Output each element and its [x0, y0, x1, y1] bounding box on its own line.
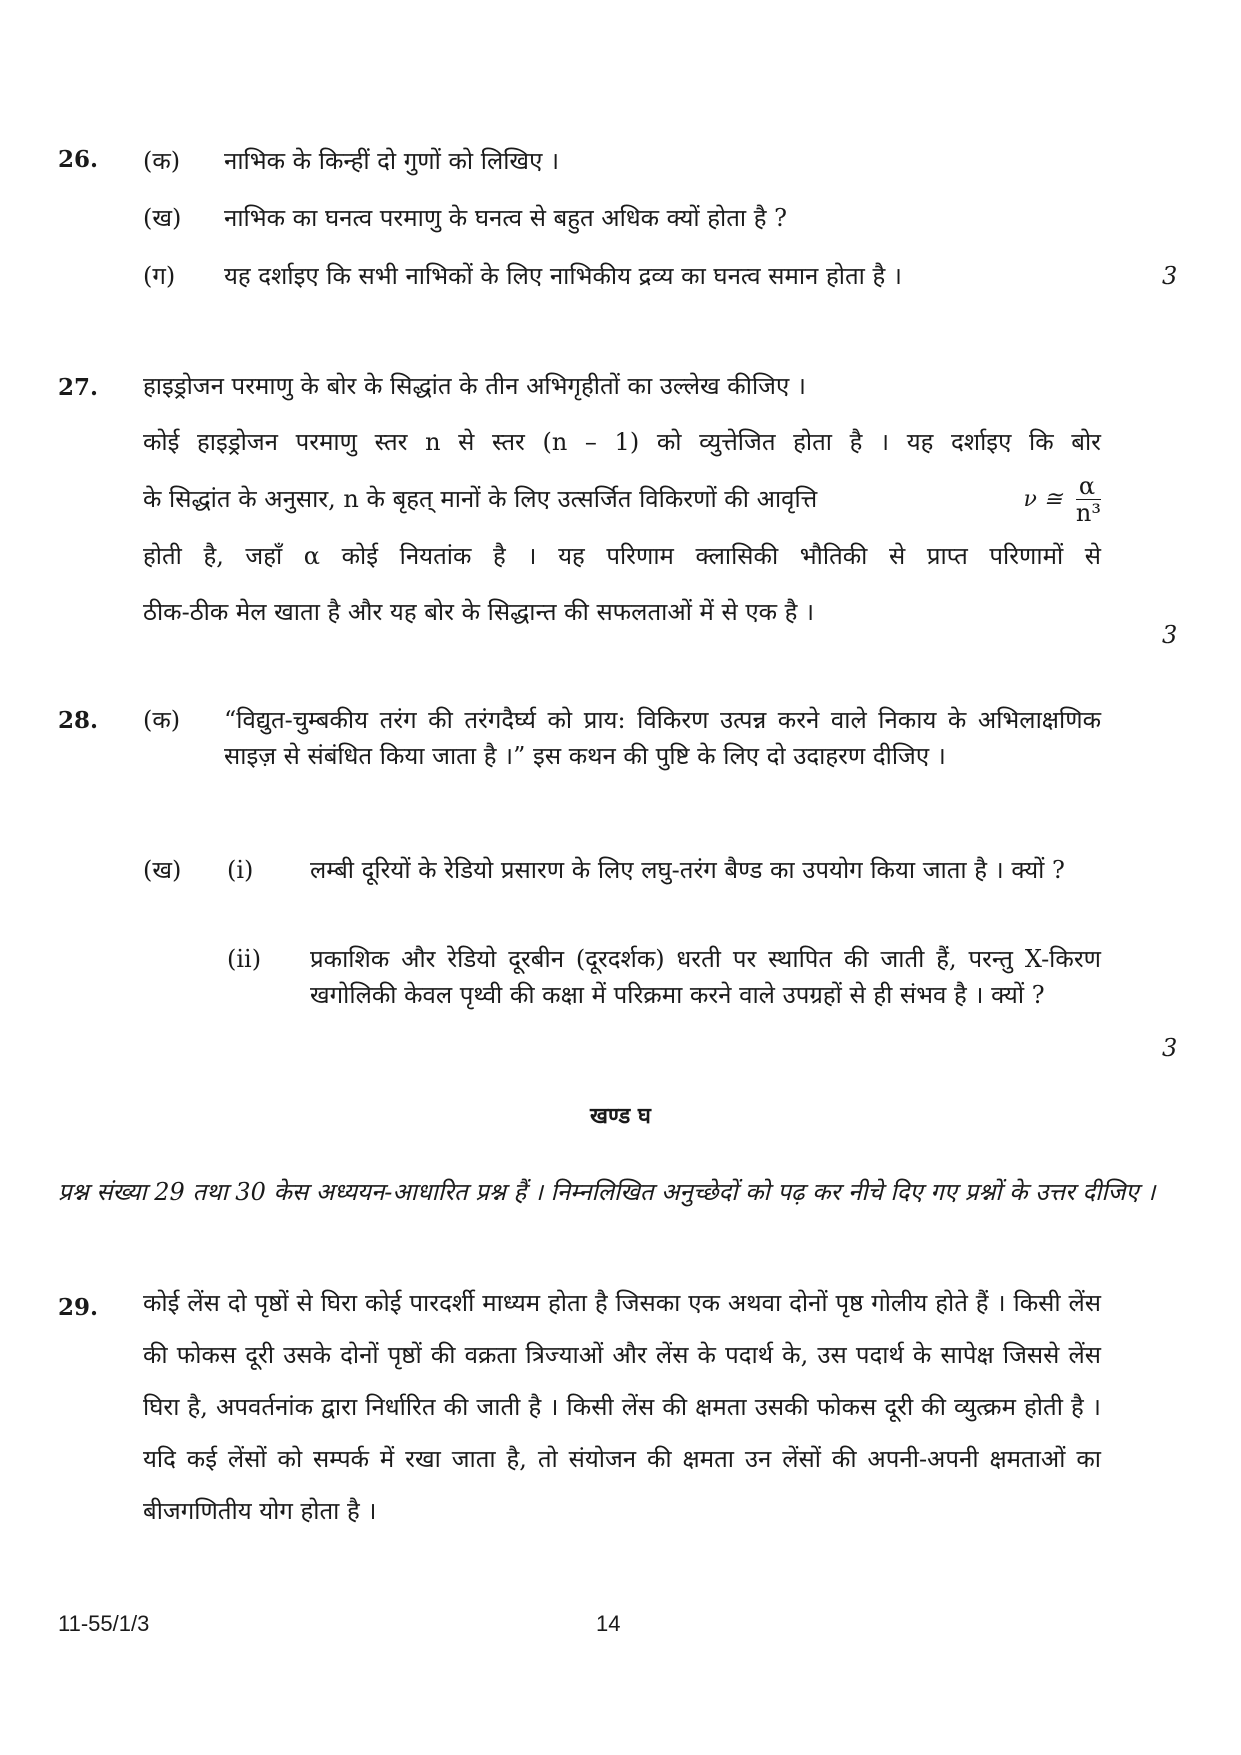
subpart-label: (i)	[227, 856, 254, 884]
frequency-formula	[1023, 470, 1101, 528]
section-title: खण्ड घ	[590, 1103, 651, 1129]
question-number: 26.	[58, 146, 99, 173]
part-text: नाभिक के किन्हीं दो गुणों को लिखिए ।	[224, 147, 560, 175]
part-label: (ग)	[143, 262, 176, 290]
formula-lhs: ν ≅	[1023, 487, 1063, 512]
marks: 3	[1162, 1034, 1178, 1062]
page-number: 14	[596, 1611, 621, 1636]
text-line: के सिद्धांत के अनुसार, n के बृहत् मानों के लिए उत्सर्जित विकिरणों की आवृत्ति	[143, 485, 818, 513]
section-instruction: प्रश्न संख्या 29 तथा 30 केस अध्ययन-आधारित प्रश्न हैं । निम्नलिखित अनुच्छेदों को पढ़ कर नीचे दिए गए प्रश्नों के उत्तर दीजिए ।	[58, 1178, 1156, 1206]
question-number: 28.	[58, 707, 99, 734]
paper-code: 11-55/1/3	[58, 1611, 150, 1636]
part-label: (ख)	[143, 204, 182, 232]
subpart-label: (ii)	[227, 945, 262, 973]
part-text: “विद्युत-चुम्बकीय तरंग की तरंगदैर्घ्य को प्राय: विकिरण उत्पन्न करने वाले निकाय के अभिलाक्षणिक साइज़ से संबंधित किया जाता है ।” इस कथन की पुष्टि के लिए दो उदाहरण दीजिए ।	[224, 706, 1101, 770]
text-line-with-formula	[143, 470, 1101, 528]
text-line: ठीक-ठीक मेल खाता है और यह बोर के सिद्धान्त की सफलताओं में से एक है ।	[143, 598, 815, 626]
text-line: होती है, जहाँ α कोई नियतांक है । यह परिणाम क्लासिकी भौतिकी से प्राप्त परिणामों से	[143, 542, 1101, 570]
question-number: 29.	[58, 1294, 99, 1321]
formula-denominator: n³	[1075, 499, 1101, 527]
part-label: (क)	[143, 706, 181, 734]
question-number: 27.	[58, 374, 99, 401]
part-label: (ख)	[143, 856, 182, 884]
part-text: नाभिक का घनत्व परमाणु के घनत्व से बहुत अधिक क्यों होता है ?	[224, 204, 788, 232]
formula-fraction	[1076, 473, 1101, 526]
part-label: (क)	[143, 147, 181, 175]
subpart-text: प्रकाशिक और रेडियो दूरबीन (दूरदर्शक) धरती पर स्थापित की जाती हैं, परन्तु X-किरण खगोलिकी केवल पृथ्वी की कक्षा में परिक्रमा करने वाले उपग्रहों से ही संभव है । क्यों ?	[310, 945, 1101, 1009]
marks: 3	[1162, 621, 1178, 649]
question-body	[143, 358, 1101, 640]
subpart-text: लम्बी दूरियों के रेडियो प्रसारण के लिए लघु-तरंग बैण्ड का उपयोग किया जाता है । क्यों ?	[310, 856, 1065, 884]
formula-numerator: α	[1076, 473, 1101, 500]
marks: 3	[1162, 262, 1178, 290]
question-text: कोई लेंस दो पृष्ठों से घिरा कोई पारदर्शी माध्यम होता है जिसका एक अथवा दोनों पृष्ठ गोलीय होते हैं । किसी लेंस की फोकस दूरी उसके दोनों पृष्ठों की वक्रता त्रिज्याओं और लेंस के पदार्थ के, उस पदार्थ के सापेक्ष जिससे लेंस घिरा है, अपवर्तनांक द्वारा निर्धारित की जाती है । किसी लेंस की क्षमता उसकी फोकस दूरी की व्युत्क्रम होती है । यदि कई लेंसों को सम्पर्क में रखा जाता है, तो संयोजन की क्षमता उन लेंसों की अपनी-अपनी क्षमताओं का बीजगणितीय योग होता है ।	[143, 1289, 1101, 1525]
text-line: कोई हाइड्रोजन परमाणु स्तर n से स्तर (n – 1) को व्युत्तेजित होता है । यह दर्शाइए कि बोर	[143, 428, 1101, 456]
text-line: हाइड्रोजन परमाणु के बोर के सिद्धांत के तीन अभिगृहीतों का उल्लेख कीजिए ।	[143, 372, 806, 400]
part-text: यह दर्शाइए कि सभी नाभिकों के लिए नाभिकीय द्रव्य का घनत्व समान होता है ।	[224, 262, 902, 290]
